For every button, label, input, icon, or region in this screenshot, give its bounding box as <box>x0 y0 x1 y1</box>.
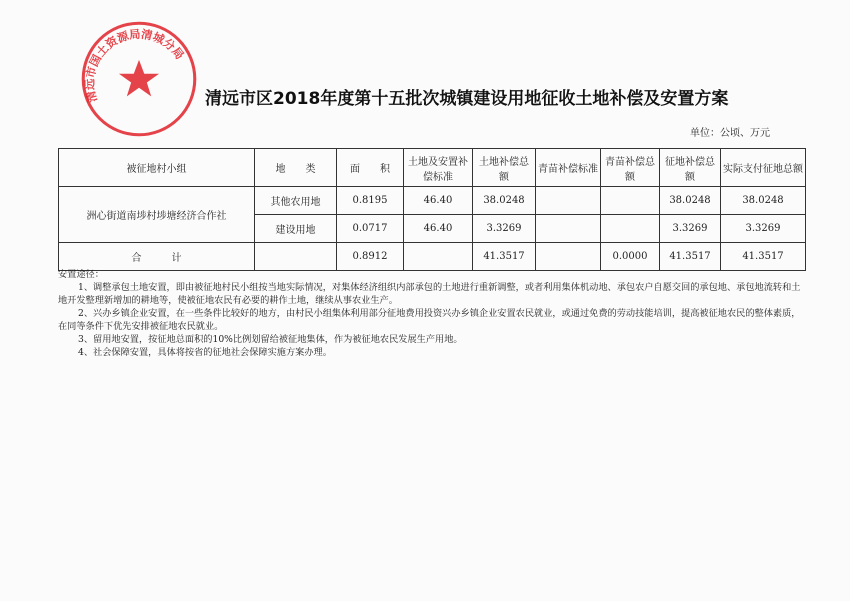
compensation-table <box>58 148 806 271</box>
table-cell <box>601 187 660 215</box>
table-cell: 0.0717 <box>337 215 404 243</box>
table-cell: 38.0248 <box>660 187 721 215</box>
table-cell <box>536 215 601 243</box>
table-cell: 0.8912 <box>337 243 404 271</box>
header-cell: 面 积 <box>337 149 404 187</box>
unit-label: 单位：公顷、万元 <box>690 128 770 139</box>
header-cell: 土地补偿总额 <box>473 149 536 187</box>
table-cell: 41.3517 <box>473 243 536 271</box>
official-seal <box>78 18 200 140</box>
table-cell: 3.3269 <box>660 215 721 243</box>
group-cell: 洲心街道南埗村埗塘经济合作社 <box>59 187 255 243</box>
note-item: 2、兴办乡镇企业安置，在一些条件比较好的地方，由村民小组集体利用部分征地费用投资兴办乡镇企业安置农民就业，或通过免费的劳动技能培训，提高被征地农民的整体素质，在同等条件下优先安排被征地农民就业。 <box>58 308 801 332</box>
table-cell: 3.3269 <box>473 215 536 243</box>
table-cell: 0.8195 <box>337 187 404 215</box>
table-cell: 41.3517 <box>721 243 806 271</box>
table-cell: 其他农用地 <box>255 187 337 215</box>
table-header-row <box>59 149 806 187</box>
total-row <box>59 243 806 271</box>
table-row <box>59 187 806 215</box>
table-cell <box>536 243 601 271</box>
header-cell: 实际支付征地总额 <box>721 149 806 187</box>
table-cell: 46.40 <box>404 187 473 215</box>
header-cell: 被征地村小组 <box>59 149 255 187</box>
note-item: 1、调整承包土地安置，即由被征地村民小组按当地实际情况，对集体经济组织内部承包的土地进行重新调整，或者利用集体机动地、承包农户自愿交回的承包地、承包地流转和土地开发整理新增加的耕地等，使被征地农民有必要的耕作土地，继续从事农业生产。 <box>58 282 801 306</box>
resettlement-notes <box>58 268 808 359</box>
header-cell: 青苗补偿标准 <box>536 149 601 187</box>
table-cell: 38.0248 <box>473 187 536 215</box>
table-cell: 3.3269 <box>721 215 806 243</box>
header-cell: 青苗补偿总额 <box>601 149 660 187</box>
page-title: 清远市区2018年度第十五批次城镇建设用地征收土地补偿及安置方案 <box>205 89 729 109</box>
svg-text:清远市国土资源局清城分局: 清远市国土资源局清城分局 <box>82 26 187 104</box>
header-cell: 地 类 <box>255 149 337 187</box>
note-item: 3、留用地安置，按征地总面积的10%比例划留给被征地集体，作为被征地农民发展生产用地。 <box>78 334 463 345</box>
table-cell: 0.0000 <box>601 243 660 271</box>
table-cell <box>404 243 473 271</box>
table-cell: 合 计 <box>59 243 255 271</box>
notes-heading: 安置途径： <box>58 269 104 280</box>
table-cell <box>601 215 660 243</box>
header-cell: 征地补偿总额 <box>660 149 721 187</box>
table-cell: 建设用地 <box>255 215 337 243</box>
star-icon <box>119 60 159 97</box>
header-cell: 土地及安置补偿标准 <box>404 149 473 187</box>
table-cell <box>536 187 601 215</box>
table-cell: 41.3517 <box>660 243 721 271</box>
table-cell: 38.0248 <box>721 187 806 215</box>
table-cell <box>255 243 337 271</box>
note-item: 4、社会保障安置，具体将按省的征地社会保障实施方案办理。 <box>78 347 332 358</box>
table-cell: 46.40 <box>404 215 473 243</box>
